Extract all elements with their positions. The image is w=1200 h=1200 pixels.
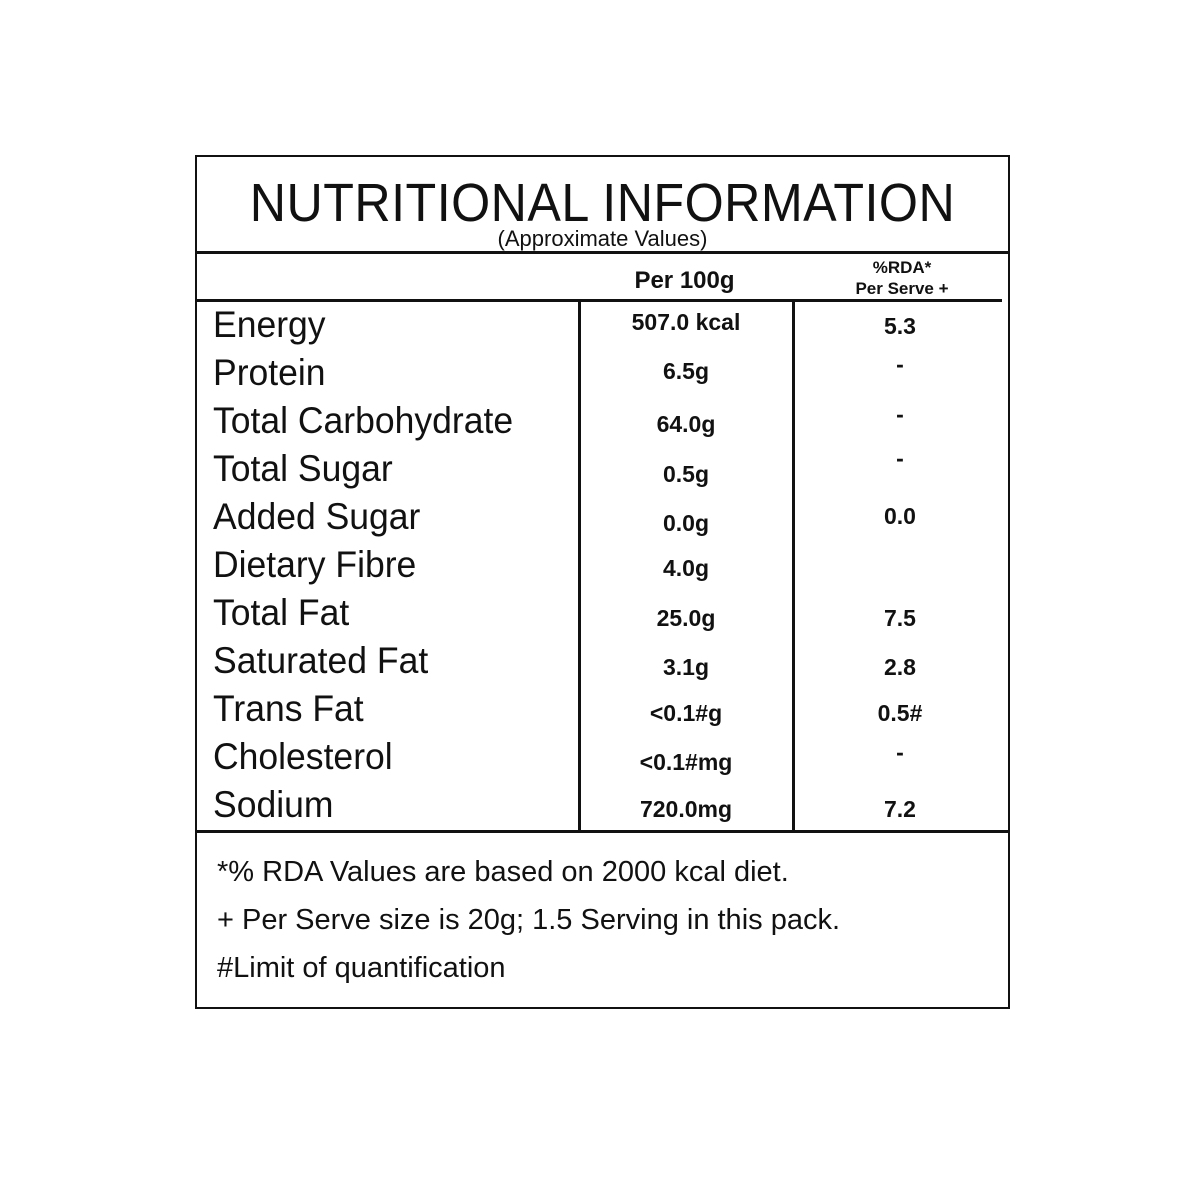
- per-100g-value: 0.0g: [662, 510, 710, 536]
- table-row: [197, 351, 1007, 399]
- nutrient-name: Total Carbohydrate: [213, 400, 514, 441]
- rda-header-line1: %RDA*: [872, 258, 932, 277]
- rda-value: 0.0: [884, 503, 916, 529]
- nutrient-name: Protein: [213, 352, 326, 393]
- per-100g-value: 0.5g: [662, 461, 710, 487]
- column-header-rda: [797, 257, 1007, 299]
- per-100g-value: 6.5g: [662, 358, 710, 384]
- footnote-limit: #Limit of quantification: [217, 952, 506, 984]
- column-header-per-100g: Per 100g: [634, 267, 735, 294]
- rda-value: -: [896, 739, 904, 765]
- rda-value: -: [896, 445, 904, 471]
- nutrient-name: Total Sugar: [213, 448, 393, 489]
- rda-value: -: [896, 351, 904, 377]
- per-100g-value: 720.0mg: [639, 796, 733, 822]
- per-100g-value: 25.0g: [656, 605, 716, 631]
- header-divider: [197, 299, 1002, 302]
- footnote-rda: *% RDA Values are based on 2000 kcal diet.: [217, 856, 789, 888]
- nutrient-name: Added Sugar: [213, 496, 421, 537]
- rda-value: 7.5: [884, 605, 916, 631]
- nutrient-name: Total Fat: [213, 592, 350, 633]
- nutrition-panel: [195, 155, 1010, 1009]
- table-row: [197, 495, 1007, 543]
- rda-value: 7.2: [884, 796, 916, 822]
- table-row: [197, 303, 1007, 351]
- per-100g-value: <0.1#g: [649, 700, 723, 726]
- table-row: [197, 399, 1007, 447]
- footnote-serving: + Per Serve size is 20g; 1.5 Serving in this pack.: [217, 904, 841, 936]
- nutrient-name: Saturated Fat: [213, 640, 429, 681]
- per-100g-value: <0.1#mg: [639, 749, 733, 775]
- nutrient-name: Dietary Fibre: [213, 544, 417, 585]
- nutrient-name: Energy: [213, 304, 326, 345]
- per-100g-value: 507.0 kcal: [631, 309, 741, 335]
- table-row: [197, 783, 1007, 831]
- table-row: [197, 591, 1007, 639]
- rda-value: 5.3: [884, 313, 916, 339]
- table-row: [197, 735, 1007, 783]
- nutrient-name: Sodium: [213, 784, 334, 825]
- table-row: [197, 687, 1007, 735]
- rda-value: -: [896, 401, 904, 427]
- table-row: [197, 447, 1007, 495]
- table-row: [197, 543, 1007, 591]
- rda-value: 2.8: [884, 654, 916, 680]
- per-100g-value: 3.1g: [662, 654, 710, 680]
- rda-header-line2: Per Serve +: [855, 279, 949, 298]
- per-100g-value: 4.0g: [662, 555, 710, 581]
- per-100g-value: 64.0g: [656, 411, 716, 437]
- title-divider: [197, 251, 1008, 254]
- table-row: [197, 639, 1007, 687]
- rda-value: 0.5#: [877, 700, 923, 726]
- panel-subtitle: (Approximate Values): [497, 226, 708, 251]
- panel-title: NUTRITIONAL INFORMATION: [249, 173, 956, 233]
- nutrient-name: Trans Fat: [213, 688, 364, 729]
- footnote-divider: [197, 830, 1008, 833]
- nutrient-name: Cholesterol: [213, 736, 393, 777]
